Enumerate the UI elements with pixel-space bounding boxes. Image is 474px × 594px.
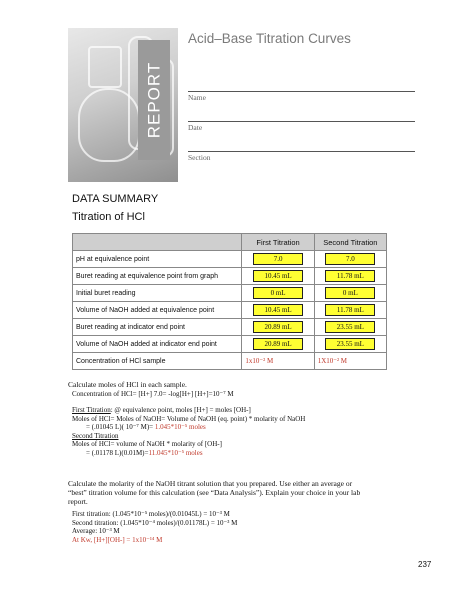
row-label: Concentration of HCl sample: [73, 353, 242, 370]
titration-subheading: Titration of HCl: [72, 211, 145, 223]
value-first: 1x10⁻² M: [245, 357, 274, 365]
column-header-first: First Titration: [242, 234, 314, 251]
value-first: 20.89 mL: [253, 321, 303, 333]
table-row: [73, 302, 387, 319]
second-titration-calc: = (.01178 L)(0.01M)=: [86, 448, 149, 457]
first-titration-label: First Titration: [72, 406, 111, 414]
cell-first: [242, 285, 314, 302]
second-titration-result: 11.045*10⁻⁵ moles: [148, 448, 203, 457]
row-label: Volume of NaOH added at indicator end point: [73, 336, 242, 353]
report-band: [138, 40, 170, 160]
row-label: Buret reading at equivalence point from graph: [73, 268, 242, 285]
table-row: [73, 285, 387, 302]
moles-prompt: Calculate moles of HCl in each sample.: [68, 380, 187, 389]
cell-second: [314, 285, 386, 302]
cell-first: [242, 336, 314, 353]
section-field-label: Section: [188, 153, 211, 162]
value-second: 23.55 mL: [325, 338, 375, 350]
first-titration-result: 1.045*10⁻⁵ moles: [154, 423, 206, 431]
value-first: 20.89 mL: [253, 338, 303, 350]
cell-second: [314, 268, 386, 285]
cell-second: [314, 319, 386, 336]
cell-second: [314, 353, 386, 370]
row-label: pH at equivalence point: [73, 251, 242, 268]
cell-first: [242, 268, 314, 285]
cell-first: [242, 353, 314, 370]
molarity-line1: First titration: (1.045*10⁻⁵ moles)/(0.01045L) = 10⁻³ M: [72, 510, 230, 518]
table-row: [73, 268, 387, 285]
date-field-line: [188, 121, 415, 122]
second-titration-block: [68, 432, 398, 458]
first-titration-line3: [72, 423, 398, 432]
value-first: 10.45 mL: [253, 304, 303, 316]
molarity-line3: Average: 10⁻³ M: [72, 527, 120, 535]
first-titration-line1: [72, 406, 398, 415]
molarity-line2: Second titration: (1.045*10⁻⁴ moles)/(0.01178L) = 10⁻³ M: [72, 518, 238, 527]
name-field-label: Name: [188, 93, 206, 102]
data-summary-table: [72, 233, 387, 370]
molarity-line4: At Kw, [H+][OH-] = 1x10⁻¹⁴ M: [72, 535, 163, 544]
column-header-second: Second Titration: [314, 234, 386, 251]
report-label: REPORT: [144, 61, 164, 139]
row-label: Volume of NaOH added at equivalence point: [73, 302, 242, 319]
cell-first: [242, 251, 314, 268]
cell-first: [242, 319, 314, 336]
first-titration-text: : @ equivalence point, moles [H+] = moles [OH-]: [110, 406, 251, 414]
table-row: [73, 336, 387, 353]
value-first: 7.0: [253, 253, 303, 265]
data-summary-heading: DATA SUMMARY: [72, 193, 159, 205]
first-titration-block: [68, 406, 398, 432]
value-second: 23.55 mL: [325, 321, 375, 333]
cell-second: [314, 336, 386, 353]
value-first: 10.45 mL: [253, 270, 303, 282]
value-second: 1X10⁻² M: [317, 357, 348, 365]
second-titration-line2: [72, 449, 398, 458]
date-field-label: Date: [188, 123, 203, 132]
second-titration-line1: Moles of HCl= volume of NaOH * molarity of [OH-]: [72, 440, 222, 448]
page-title: Acid–Base Titration Curves: [188, 31, 351, 46]
cell-second: [314, 251, 386, 268]
name-field-line: [188, 91, 415, 92]
value-second: 7.0: [325, 253, 375, 265]
cell-second: [314, 302, 386, 319]
section-field-line: [188, 151, 415, 152]
beaker-shape: [88, 46, 122, 88]
table-row: [73, 353, 387, 370]
row-label: Initial buret reading: [73, 285, 242, 302]
first-titration-line2: Moles of HCl= Moles of NaOH= Volume of NaOH (eq. point) * molarity of NaOH: [72, 414, 306, 423]
table-row: [73, 251, 387, 268]
second-titration-label: Second Titration: [72, 431, 119, 440]
value-second: 11.78 mL: [325, 270, 375, 282]
first-titration-calc: = (.01045 L)( 10⁻⁷ M)=: [86, 423, 155, 431]
page-number: 237: [418, 560, 432, 569]
value-second: 11.78 mL: [325, 304, 375, 316]
table-header-row: [73, 234, 387, 251]
moles-section: [68, 381, 398, 457]
molarity-prompt: Calculate the molarity of the NaOH titrant solution that you prepared. Use either an average or “best” titration volume for this calculation (see “Data Analysis”). Explain your choice in your lab report.: [68, 479, 361, 506]
moles-concentration-line: Concentration of HCl= [H+] 7.0= -log[H+] [H+]=10⁻⁷ M: [72, 389, 234, 398]
cell-first: [242, 302, 314, 319]
value-second: 0 mL: [325, 287, 375, 299]
value-first: 0 mL: [253, 287, 303, 299]
table-header-blank: [73, 234, 242, 251]
table-row: [73, 319, 387, 336]
row-label: Buret reading at indicator end point: [73, 319, 242, 336]
molarity-work: [72, 510, 372, 544]
